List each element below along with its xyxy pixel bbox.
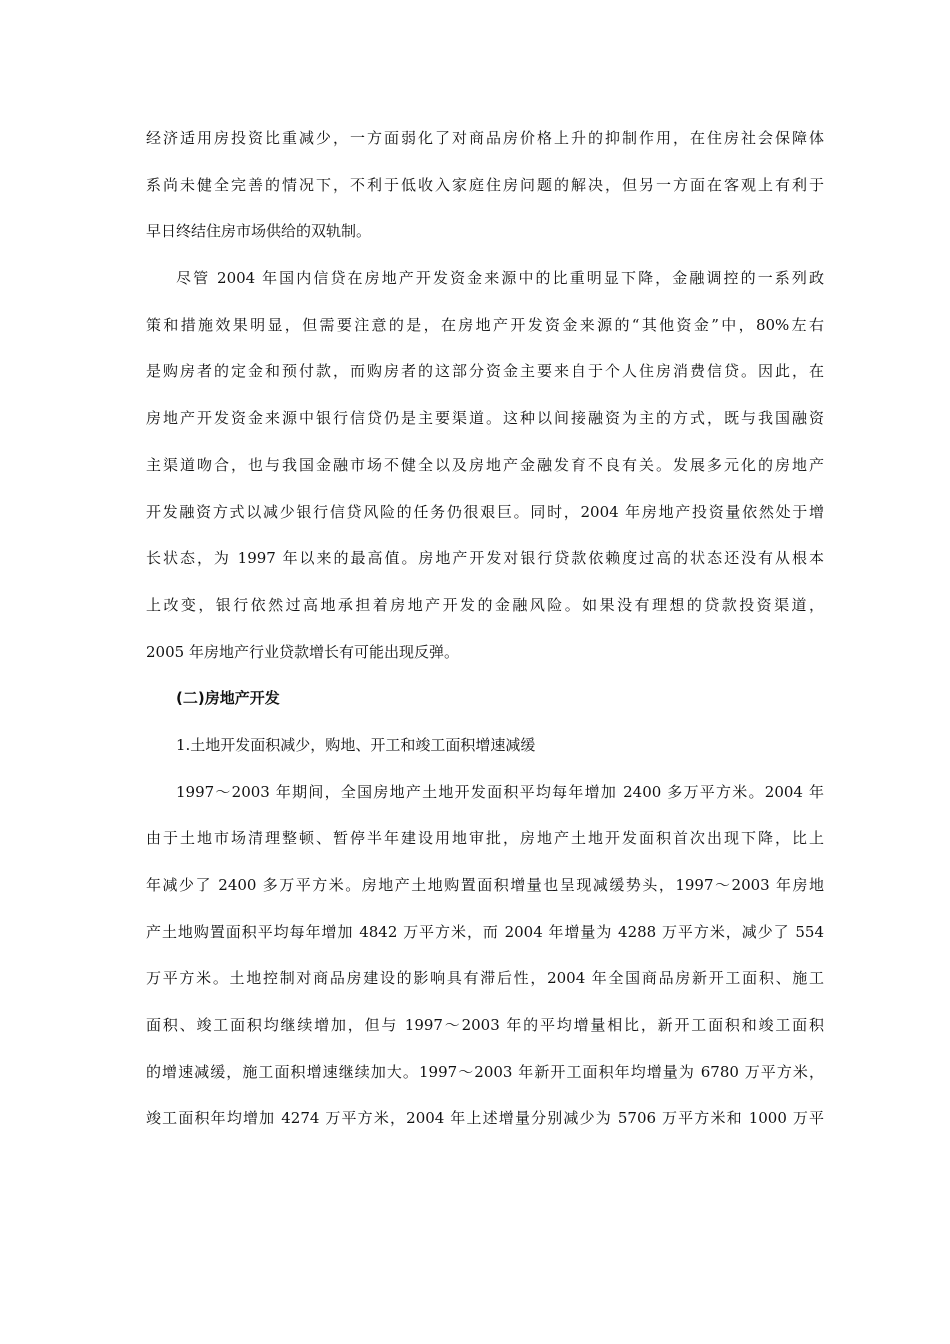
- text-line: 长状态，为 1997 年以来的最高值。房地产开发对银行贷款依赖度过高的状态还没有从根本: [146, 549, 824, 568]
- text-line: 主渠道吻合，也与我国金融市场不健全以及房地产金融发育不良有关。发展多元化的房地产: [146, 455, 824, 474]
- subsection-heading: 1.土地开发面积减少，购地、开工和竣工面积增速减缓: [176, 735, 536, 754]
- text-line: 由于土地市场清理整顿、暂停半年建设用地审批，房地产土地开发面积首次出现下降，比上: [146, 829, 824, 848]
- paragraph-3: [146, 769, 824, 1143]
- text-line: 策和措施效果明显，但需要注意的是，在房地产开发资金来源的“其他资金”中，80%左右: [146, 315, 824, 334]
- text-line: 上改变，银行依然过高地承担着房地产开发的金融风险。如果没有理想的贷款投资渠道，: [146, 595, 824, 614]
- paragraph-2: [146, 255, 824, 675]
- text-line: 早日终结住房市场供给的双轨制。: [146, 222, 372, 241]
- text-line: 经济适用房投资比重减少，一方面弱化了对商品房价格上升的抑制作用，在住房社会保障体: [146, 129, 824, 147]
- text-line: 竣工面积年均增加 4274 万平方米，2004 年上述增量分别减少为 5706 万平方米和 1000 万平: [146, 1109, 824, 1128]
- text-line: 系尚未健全完善的情况下，不利于低收入家庭住房问题的解决，但另一方面在客观上有利于: [146, 175, 824, 194]
- text-line: 2005 年房地产行业贷款增长有可能出现反弹。: [146, 642, 459, 661]
- text-line: 产土地购置面积平均每年增加 4842 万平方米，而 2004 年增量为 4288 万平方米，减少了 554: [146, 922, 824, 941]
- text-line: 房地产开发资金来源中银行信贷仍是主要渠道。这种以间接融资为主的方式，既与我国融资: [146, 409, 824, 428]
- text-line: 年减少了 2400 多万平方米。房地产土地购置面积增量也呈现减缓势头，1997～2003 年房地: [146, 876, 824, 894]
- text-line: 是购房者的定金和预付款，而购房者的这部分资金主要来自于个人住房消费信贷。因此，在: [146, 362, 824, 381]
- text-line: 开发融资方式以减少银行信贷风险的任务仍很艰巨。同时，2004 年房地产投资量依然处于增: [146, 502, 824, 521]
- section-heading: (二)房地产开发: [176, 689, 280, 708]
- text-line: 尽管 2004 年国内信贷在房地产开发资金来源中的比重明显下降，金融调控的一系列政: [176, 269, 824, 288]
- text-line: 万平方米。土地控制对商品房建设的影响具有滞后性，2004 年全国商品房新开工面积、施工: [146, 969, 824, 988]
- text-line: 1997～2003 年期间，全国房地产土地开发面积平均每年增加 2400 多万平方米。2004 年: [176, 782, 824, 801]
- text-line: 面积、竣工面积均继续增加，但与 1997～2003 年的平均增量相比，新开工面积和竣工面积: [146, 1016, 824, 1035]
- paragraph-1: [146, 115, 824, 255]
- document-page: [146, 115, 824, 1142]
- text-line: 的增速减缓，施工面积增速继续加大。1997～2003 年新开工面积年均增量为 6780 万平方米，: [146, 1062, 824, 1081]
